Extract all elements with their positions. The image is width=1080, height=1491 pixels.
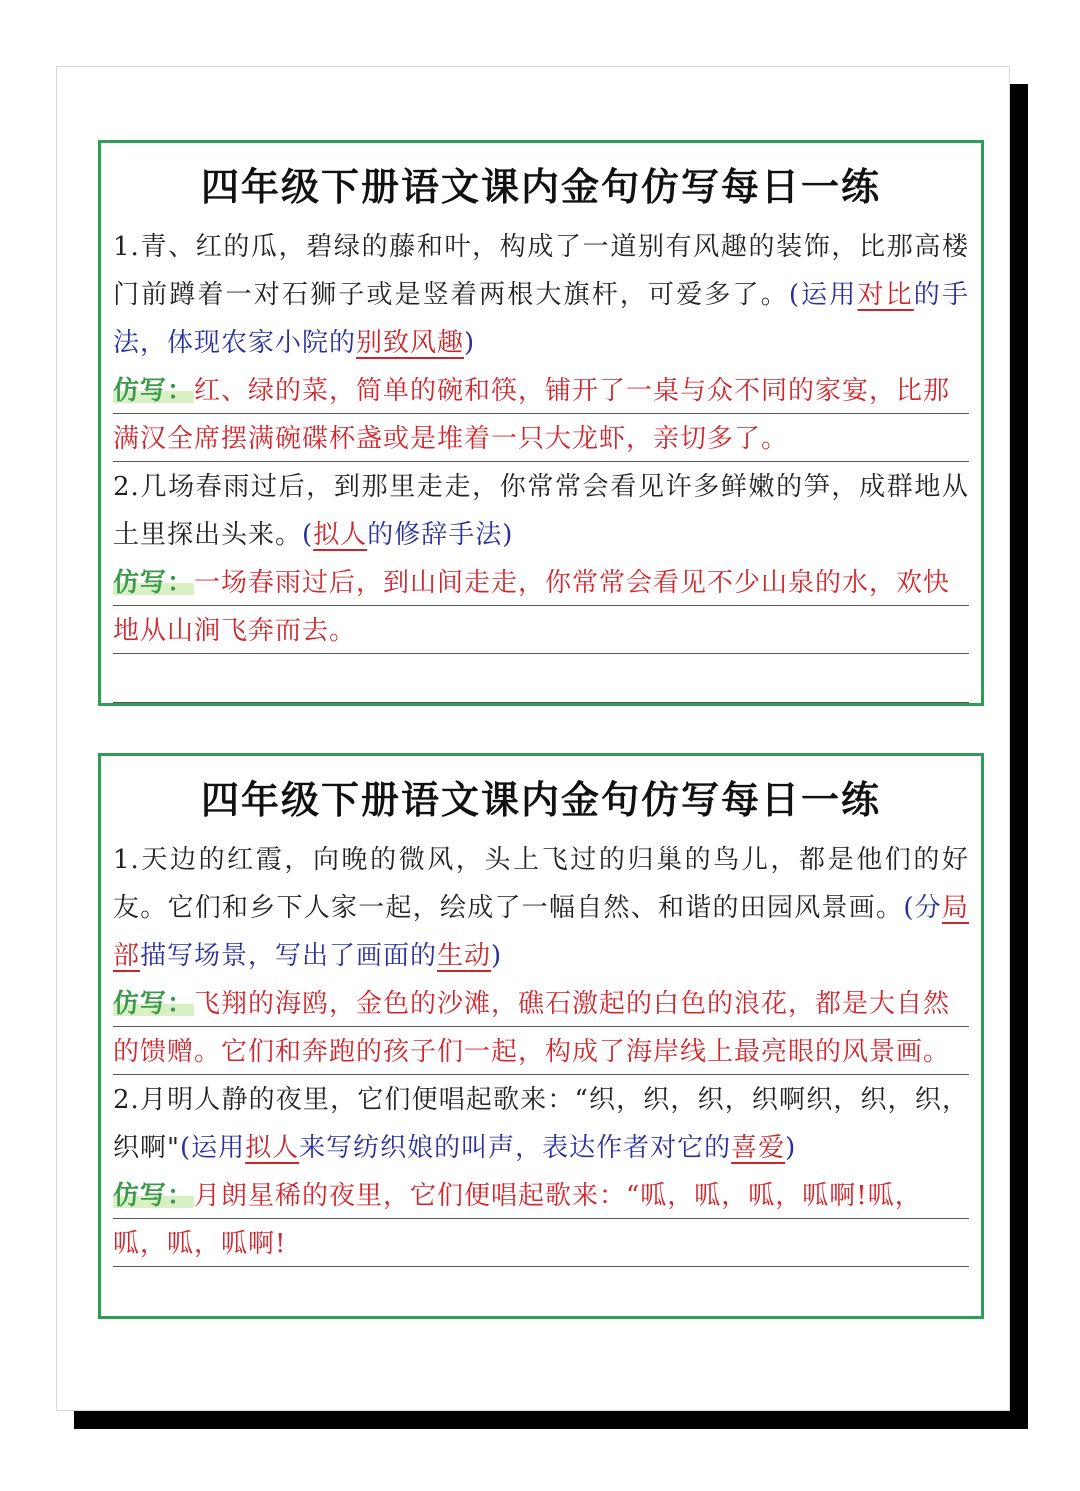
imitation-text: 月朗星稀的夜里，它们便唱起歌来：“呱，呱，呱，呱啊!呱，呱，呱，呱啊! <box>113 1181 922 1259</box>
note-text: (运用 <box>179 1133 246 1163</box>
note-text: 来写纺织娘的叫声，表达作者对它的 <box>299 1133 732 1163</box>
imitation-answer-1 <box>113 980 969 1076</box>
imitation-text: 红、绿的菜，简单的碗和筷，铺开了一桌与众不同的家宴，比那满汉全席摆满碗碟杯盏或是堆着一只大龙虾，亲切多了。 <box>113 376 951 454</box>
note-keyword: 局部 <box>113 893 969 971</box>
imitation-text: 一场春雨过后，到山间走走，你常常会看见不少山泉的水，欢快地从山涧飞奔而去。 <box>113 568 951 646</box>
note-keyword: 对比 <box>857 280 914 310</box>
annotation <box>302 520 513 550</box>
note-text: (分 <box>903 893 942 923</box>
note-text: ) <box>785 1133 797 1163</box>
note-text: 的手法，体现农家小院的 <box>113 280 969 358</box>
sentence-text: 2.月明人静的夜里，它们便唱起歌来：“织，织，织，织啊织，织，织，织啊" <box>113 1085 969 1163</box>
imitation-text: 飞翔的海鸥，金色的沙滩，礁石激起的白色的浪花，都是大自然的馈赠。它们和奔跑的孩子们一起，构成了海岸线上最亮眼的风景画。 <box>113 989 951 1067</box>
imitation-answer-2 <box>113 559 969 655</box>
note-text: ( <box>302 520 314 550</box>
imitation-answer-1 <box>113 367 969 463</box>
imitation-label: 仿写： <box>113 376 195 406</box>
note-text: ) <box>491 941 503 971</box>
note-text: 描写场景，写出了画面的 <box>140 941 438 971</box>
sentence-text: 1.青、红的瓜，碧绿的藤和叶，构成了一道别有风趣的装饰，比那高楼门前蹲着一对石狮子或是竖着两根大旗杆，可爱多了。 <box>113 232 969 310</box>
note-text: 的修辞手法) <box>367 520 514 550</box>
example-sentence-2 <box>113 1076 969 1172</box>
note-keyword: 生动 <box>437 941 492 971</box>
sentence-text: 2.几场春雨过后，到那里走走，你常常会看见许多鲜嫩的笋，成群地从土里探出头来。 <box>113 472 969 550</box>
sentence-text: 1.天边的红霞，向晚的微风，头上飞过的归巢的鸟儿，都是他们的好友。它们和乡下人家一起，绘成了一幅自然、和谐的田园风景画。 <box>113 845 969 923</box>
note-text: (运用 <box>788 280 858 310</box>
note-text: ) <box>464 328 476 358</box>
annotation <box>180 1133 796 1163</box>
imitation-answer-2 <box>113 1172 969 1268</box>
imitation-label: 仿写： <box>113 989 195 1019</box>
exercise-card-2 <box>98 753 984 1319</box>
example-sentence-2 <box>113 463 969 559</box>
example-sentence-1 <box>113 836 969 980</box>
note-keyword: 喜爱 <box>731 1133 786 1163</box>
card-title: 四年级下册语文课内金句仿写每日一练 <box>200 778 881 822</box>
note-keyword: 拟人 <box>245 1133 300 1163</box>
card-title: 四年级下册语文课内金句仿写每日一练 <box>200 165 881 209</box>
imitation-label: 仿写： <box>113 568 195 598</box>
note-keyword: 别致风趣 <box>356 328 465 358</box>
blank-writing-line <box>113 655 969 703</box>
imitation-label: 仿写： <box>113 1181 195 1211</box>
exercise-card-1 <box>98 140 984 706</box>
note-keyword: 拟人 <box>313 520 368 550</box>
example-sentence-1 <box>113 223 969 367</box>
